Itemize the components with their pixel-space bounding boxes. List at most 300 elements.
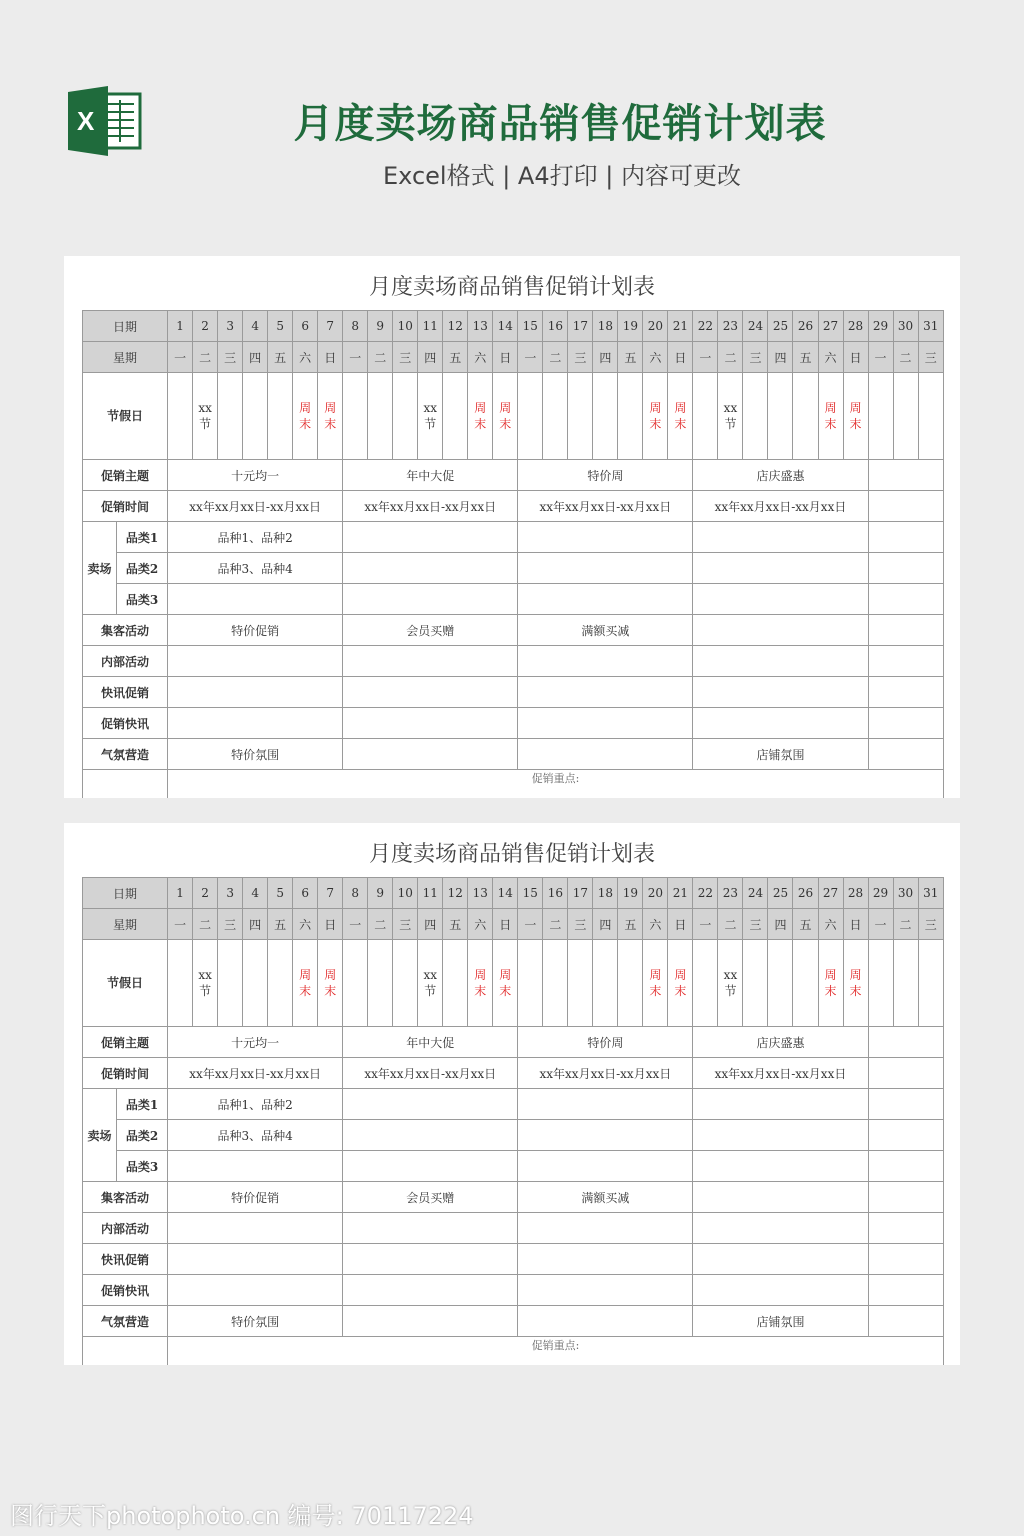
day-number: 4 [243, 878, 268, 909]
day-number: 11 [418, 311, 443, 342]
holiday-cell [618, 373, 643, 460]
day-number: 25 [768, 878, 793, 909]
day-number: 2 [193, 878, 218, 909]
gather-activity-cell: 特价促销 [168, 615, 343, 646]
day-number: 22 [693, 311, 718, 342]
holiday-cell [743, 373, 768, 460]
holiday-cell: 周 末 [293, 373, 318, 460]
holiday-cell: 周 末 [318, 940, 343, 1027]
category-label: 品类2 [117, 553, 168, 584]
weekday-cell: 一 [868, 909, 893, 940]
gather-activity-cell: 满额买减 [518, 1182, 693, 1213]
category-item-cell [868, 553, 943, 584]
category-item-cell: 品种3、品种4 [168, 553, 343, 584]
weekday-cell: 六 [293, 909, 318, 940]
holiday-cell: xx 节 [418, 373, 443, 460]
day-number: 6 [293, 311, 318, 342]
day-number: 15 [518, 311, 543, 342]
weekday-cell: 一 [518, 909, 543, 940]
weekday-cell: 一 [343, 909, 368, 940]
weekday-cell: 三 [393, 342, 418, 373]
promo-time-cell: xx年xx月xx日-xx月xx日 [518, 1058, 693, 1089]
holiday-cell: 周 末 [493, 373, 518, 460]
holiday-cell [443, 373, 468, 460]
day-number: 30 [893, 878, 918, 909]
promo-flash-label: 促销快讯 [83, 708, 168, 739]
promo-theme-cell: 年中大促 [343, 460, 518, 491]
holiday-cell [693, 940, 718, 1027]
day-number: 28 [843, 878, 868, 909]
holiday-cell [368, 940, 393, 1027]
day-number: 28 [843, 311, 868, 342]
weekday-cell: 四 [768, 909, 793, 940]
weekday-cell: 二 [893, 909, 918, 940]
holiday-cell: xx 节 [718, 940, 743, 1027]
flash-promo-cell [693, 1244, 868, 1275]
promo-flash-cell [868, 708, 943, 739]
weekday-cell: 二 [193, 342, 218, 373]
holiday-cell: 周 末 [293, 940, 318, 1027]
day-number: 24 [743, 311, 768, 342]
day-number: 12 [443, 311, 468, 342]
gather-activity-cell [868, 1182, 943, 1213]
promo-flash-cell [343, 708, 518, 739]
weekday-cell: 一 [693, 909, 718, 940]
holiday-cell [868, 373, 893, 460]
weekday-cell: 日 [843, 342, 868, 373]
category-label: 品类3 [117, 584, 168, 615]
holiday-cell [568, 373, 593, 460]
holiday-cell: xx 节 [718, 373, 743, 460]
promo-theme-cell [868, 1027, 943, 1058]
promo-plan-table [82, 310, 944, 798]
category-label: 品类1 [117, 522, 168, 553]
promo-flash-cell [693, 1275, 868, 1306]
holiday-cell [393, 940, 418, 1027]
holiday-cell [793, 373, 818, 460]
day-number: 23 [718, 311, 743, 342]
category-item-cell [518, 1089, 693, 1120]
weekday-cell: 五 [443, 342, 468, 373]
day-number: 5 [268, 878, 293, 909]
holiday-cell [793, 940, 818, 1027]
holiday-cell: 周 末 [643, 373, 668, 460]
weekday-cell: 一 [168, 909, 193, 940]
holiday-cell: 周 末 [318, 373, 343, 460]
weekday-cell: 五 [793, 909, 818, 940]
day-number: 29 [868, 878, 893, 909]
day-number: 10 [393, 878, 418, 909]
weekday-cell: 四 [418, 342, 443, 373]
weekday-cell: 五 [268, 909, 293, 940]
weekday-cell: 二 [193, 909, 218, 940]
promo-time-cell: xx年xx月xx日-xx月xx日 [343, 491, 518, 522]
category-item-cell [518, 522, 693, 553]
weekday-cell: 日 [493, 909, 518, 940]
day-number: 22 [693, 878, 718, 909]
gather-activity-cell [693, 1182, 868, 1213]
weekday-cell: 六 [468, 342, 493, 373]
category-item-cell [693, 1089, 868, 1120]
holiday-cell: 周 末 [668, 373, 693, 460]
weekday-cell: 四 [593, 909, 618, 940]
atmosphere-cell [868, 1306, 943, 1337]
atmosphere-cell [518, 1306, 693, 1337]
weekday-cell: 二 [543, 909, 568, 940]
weekday-label: 星期 [83, 909, 168, 940]
holiday-cell: 周 末 [668, 940, 693, 1027]
promo-plan-table [82, 877, 944, 1365]
holiday-cell [343, 940, 368, 1027]
promo-flash-label: 促销快讯 [83, 1275, 168, 1306]
weekday-cell: 五 [618, 909, 643, 940]
internal-activity-cell [693, 646, 868, 677]
weekday-cell: 三 [918, 342, 943, 373]
promo-time-cell: xx年xx月xx日-xx月xx日 [168, 491, 343, 522]
gather-activity-cell [693, 615, 868, 646]
promo-flash-cell [518, 1275, 693, 1306]
holiday-cell [518, 940, 543, 1027]
weekday-cell: 三 [218, 342, 243, 373]
flash-promo-cell [868, 1244, 943, 1275]
weekday-cell: 五 [793, 342, 818, 373]
day-number: 26 [793, 311, 818, 342]
weekday-cell: 二 [368, 342, 393, 373]
day-number: 21 [668, 878, 693, 909]
category-item-cell [868, 1120, 943, 1151]
holiday-cell [768, 940, 793, 1027]
weekday-cell: 一 [518, 342, 543, 373]
flash-promo-cell [168, 677, 343, 708]
day-number: 10 [393, 311, 418, 342]
holiday-cell: 周 末 [818, 940, 843, 1027]
day-number: 16 [543, 878, 568, 909]
flash-promo-cell [168, 1244, 343, 1275]
promo-theme-cell: 十元均一 [168, 1027, 343, 1058]
holiday-cell: 周 末 [843, 373, 868, 460]
day-number: 3 [218, 311, 243, 342]
promo-theme-cell: 店庆盛惠 [693, 460, 868, 491]
svg-text:X: X [77, 106, 95, 136]
atmosphere-cell: 特价氛围 [168, 1306, 343, 1337]
day-number: 23 [718, 878, 743, 909]
weekday-cell: 三 [743, 909, 768, 940]
day-number: 13 [468, 311, 493, 342]
promo-time-cell: xx年xx月xx日-xx月xx日 [693, 491, 868, 522]
weekday-cell: 三 [568, 909, 593, 940]
promo-time-cell: xx年xx月xx日-xx月xx日 [518, 491, 693, 522]
weekday-cell: 四 [243, 909, 268, 940]
weekday-cell: 五 [268, 342, 293, 373]
holiday-cell [543, 940, 568, 1027]
day-number: 7 [318, 311, 343, 342]
sheet-preview-2 [64, 823, 960, 1365]
atmosphere-cell [868, 739, 943, 770]
weekday-cell: 日 [318, 909, 343, 940]
date-label: 日期 [83, 311, 168, 342]
category-item-cell: 品种1、品种2 [168, 1089, 343, 1120]
holiday-cell [618, 940, 643, 1027]
note-label-cell [83, 1337, 168, 1366]
day-number: 8 [343, 878, 368, 909]
weekday-cell: 三 [393, 909, 418, 940]
weekday-cell: 一 [693, 342, 718, 373]
promo-flash-cell [168, 708, 343, 739]
day-number: 9 [368, 878, 393, 909]
holiday-cell [743, 940, 768, 1027]
internal-activity-cell [868, 646, 943, 677]
flash-promo-cell [343, 1244, 518, 1275]
internal-activity-label: 内部活动 [83, 646, 168, 677]
internal-activity-cell [343, 646, 518, 677]
day-number: 8 [343, 311, 368, 342]
holiday-cell [243, 940, 268, 1027]
sheet-preview-1 [64, 256, 960, 798]
store-label: 卖场 [83, 1089, 117, 1182]
day-number: 18 [593, 311, 618, 342]
holiday-cell [368, 373, 393, 460]
weekday-cell: 四 [418, 909, 443, 940]
holiday-cell [343, 373, 368, 460]
holiday-cell [168, 373, 193, 460]
promo-time-label: 促销时间 [83, 1058, 168, 1089]
weekday-cell: 日 [843, 909, 868, 940]
promo-theme-cell: 特价周 [518, 1027, 693, 1058]
internal-activity-cell [168, 1213, 343, 1244]
internal-activity-cell [693, 1213, 868, 1244]
holiday-cell [543, 373, 568, 460]
gather-activity-cell: 满额买减 [518, 615, 693, 646]
holiday-cell [268, 940, 293, 1027]
holiday-cell [168, 940, 193, 1027]
flash-promo-cell [518, 1244, 693, 1275]
weekday-cell: 二 [368, 909, 393, 940]
category-item-cell [518, 553, 693, 584]
weekday-cell: 五 [618, 342, 643, 373]
gather-activity-label: 集客活动 [83, 615, 168, 646]
day-number: 3 [218, 878, 243, 909]
internal-activity-cell [343, 1213, 518, 1244]
day-number: 27 [818, 311, 843, 342]
category-item-cell [343, 522, 518, 553]
day-number: 13 [468, 878, 493, 909]
flash-promo-cell [868, 677, 943, 708]
category-item-cell: 品种1、品种2 [168, 522, 343, 553]
atmosphere-cell [343, 1306, 518, 1337]
atmosphere-cell [518, 739, 693, 770]
holiday-cell [218, 373, 243, 460]
promo-flash-cell [868, 1275, 943, 1306]
category-item-cell [868, 584, 943, 615]
weekday-cell: 六 [293, 342, 318, 373]
promo-theme-cell: 特价周 [518, 460, 693, 491]
day-number: 27 [818, 878, 843, 909]
weekday-cell: 六 [818, 909, 843, 940]
day-number: 4 [243, 311, 268, 342]
day-number: 17 [568, 311, 593, 342]
holiday-cell [693, 373, 718, 460]
holiday-label: 节假日 [83, 373, 168, 460]
day-number: 19 [618, 311, 643, 342]
holiday-cell [918, 373, 943, 460]
weekday-cell: 一 [343, 342, 368, 373]
internal-activity-cell [168, 646, 343, 677]
weekday-cell: 六 [643, 342, 668, 373]
day-number: 16 [543, 311, 568, 342]
promo-time-cell [868, 491, 943, 522]
day-number: 5 [268, 311, 293, 342]
day-number: 18 [593, 878, 618, 909]
holiday-cell [268, 373, 293, 460]
promo-time-cell: xx年xx月xx日-xx月xx日 [693, 1058, 868, 1089]
day-number: 15 [518, 878, 543, 909]
weekday-cell: 一 [868, 342, 893, 373]
category-item-cell [343, 584, 518, 615]
weekday-cell: 四 [243, 342, 268, 373]
promo-theme-label: 促销主题 [83, 1027, 168, 1058]
category-item-cell [868, 522, 943, 553]
internal-activity-cell [518, 1213, 693, 1244]
category-item-cell [518, 584, 693, 615]
day-number: 30 [893, 311, 918, 342]
weekday-cell: 二 [543, 342, 568, 373]
flash-promo-label: 快讯促销 [83, 677, 168, 708]
day-number: 9 [368, 311, 393, 342]
category-item-cell [518, 1151, 693, 1182]
weekday-cell: 六 [468, 909, 493, 940]
day-number: 31 [918, 311, 943, 342]
gather-activity-label: 集客活动 [83, 1182, 168, 1213]
promo-theme-cell: 十元均一 [168, 460, 343, 491]
category-label: 品类2 [117, 1120, 168, 1151]
holiday-cell: 周 末 [468, 940, 493, 1027]
promo-time-label: 促销时间 [83, 491, 168, 522]
day-number: 14 [493, 311, 518, 342]
promo-theme-label: 促销主题 [83, 460, 168, 491]
sheet-title: 月度卖场商品销售促销计划表 [368, 275, 655, 300]
atmosphere-cell [343, 739, 518, 770]
holiday-cell [393, 373, 418, 460]
holiday-cell [568, 940, 593, 1027]
day-number: 31 [918, 878, 943, 909]
category-item-cell [343, 1089, 518, 1120]
category-item-cell [168, 584, 343, 615]
day-number: 25 [768, 311, 793, 342]
category-item-cell [693, 1151, 868, 1182]
holiday-label: 节假日 [83, 940, 168, 1027]
weekday-cell: 日 [668, 909, 693, 940]
promo-time-cell [868, 1058, 943, 1089]
holiday-cell: xx 节 [193, 940, 218, 1027]
promo-flash-cell [518, 708, 693, 739]
promo-theme-cell: 店庆盛惠 [693, 1027, 868, 1058]
weekday-cell: 四 [593, 342, 618, 373]
category-item-cell [518, 1120, 693, 1151]
weekday-cell: 日 [318, 342, 343, 373]
category-item-cell [343, 1120, 518, 1151]
page-subtitle: Excel格式 | A4打印 | 内容可更改 [383, 162, 741, 190]
page-title: 月度卖场商品销售促销计划表 [293, 101, 827, 147]
holiday-cell [893, 373, 918, 460]
day-number: 24 [743, 878, 768, 909]
day-number: 19 [618, 878, 643, 909]
day-number: 26 [793, 878, 818, 909]
category-label: 品类3 [117, 1151, 168, 1182]
weekday-cell: 二 [893, 342, 918, 373]
note-label-cell [83, 770, 168, 799]
weekday-cell: 三 [218, 909, 243, 940]
holiday-cell [768, 373, 793, 460]
category-item-cell [168, 1151, 343, 1182]
weekday-cell: 三 [568, 342, 593, 373]
flash-promo-cell [693, 677, 868, 708]
promo-theme-cell: 年中大促 [343, 1027, 518, 1058]
promo-focus-note: 促销重点: [168, 770, 944, 799]
category-item-cell [343, 553, 518, 584]
day-number: 2 [193, 311, 218, 342]
holiday-cell [593, 373, 618, 460]
day-number: 11 [418, 878, 443, 909]
category-label: 品类1 [117, 1089, 168, 1120]
holiday-cell: 周 末 [493, 940, 518, 1027]
holiday-cell: xx 节 [418, 940, 443, 1027]
category-item-cell [693, 522, 868, 553]
internal-activity-label: 内部活动 [83, 1213, 168, 1244]
gather-activity-cell: 会员买赠 [343, 1182, 518, 1213]
promo-theme-cell [868, 460, 943, 491]
atmosphere-cell: 店铺氛围 [693, 1306, 868, 1337]
holiday-cell: 周 末 [818, 373, 843, 460]
holiday-cell [243, 373, 268, 460]
internal-activity-cell [868, 1213, 943, 1244]
category-item-cell [343, 1151, 518, 1182]
weekday-cell: 五 [443, 909, 468, 940]
day-number: 17 [568, 878, 593, 909]
category-item-cell [868, 1151, 943, 1182]
category-item-cell [868, 1089, 943, 1120]
flash-promo-cell [343, 677, 518, 708]
holiday-cell: 周 末 [643, 940, 668, 1027]
weekday-cell: 日 [493, 342, 518, 373]
gather-activity-cell [868, 615, 943, 646]
holiday-cell: 周 末 [468, 373, 493, 460]
weekday-cell: 六 [643, 909, 668, 940]
day-number: 21 [668, 311, 693, 342]
weekday-cell: 三 [918, 909, 943, 940]
day-number: 6 [293, 878, 318, 909]
day-number: 12 [443, 878, 468, 909]
day-number: 20 [643, 878, 668, 909]
atmosphere-label: 气氛营造 [83, 739, 168, 770]
promo-time-cell: xx年xx月xx日-xx月xx日 [343, 1058, 518, 1089]
store-label: 卖场 [83, 522, 117, 615]
promo-focus-note: 促销重点: [168, 1337, 944, 1366]
internal-activity-cell [518, 646, 693, 677]
watermark: 图行天下photophoto.cn 编号: 70117224 [10, 1502, 474, 1530]
holiday-cell [868, 940, 893, 1027]
day-number: 7 [318, 878, 343, 909]
atmosphere-cell: 店铺氛围 [693, 739, 868, 770]
weekday-cell: 二 [718, 909, 743, 940]
holiday-cell [893, 940, 918, 1027]
category-item-cell [693, 1120, 868, 1151]
promo-flash-cell [343, 1275, 518, 1306]
day-number: 1 [168, 311, 193, 342]
gather-activity-cell: 特价促销 [168, 1182, 343, 1213]
weekday-cell: 二 [718, 342, 743, 373]
sheet-title: 月度卖场商品销售促销计划表 [368, 842, 655, 867]
weekday-cell: 一 [168, 342, 193, 373]
